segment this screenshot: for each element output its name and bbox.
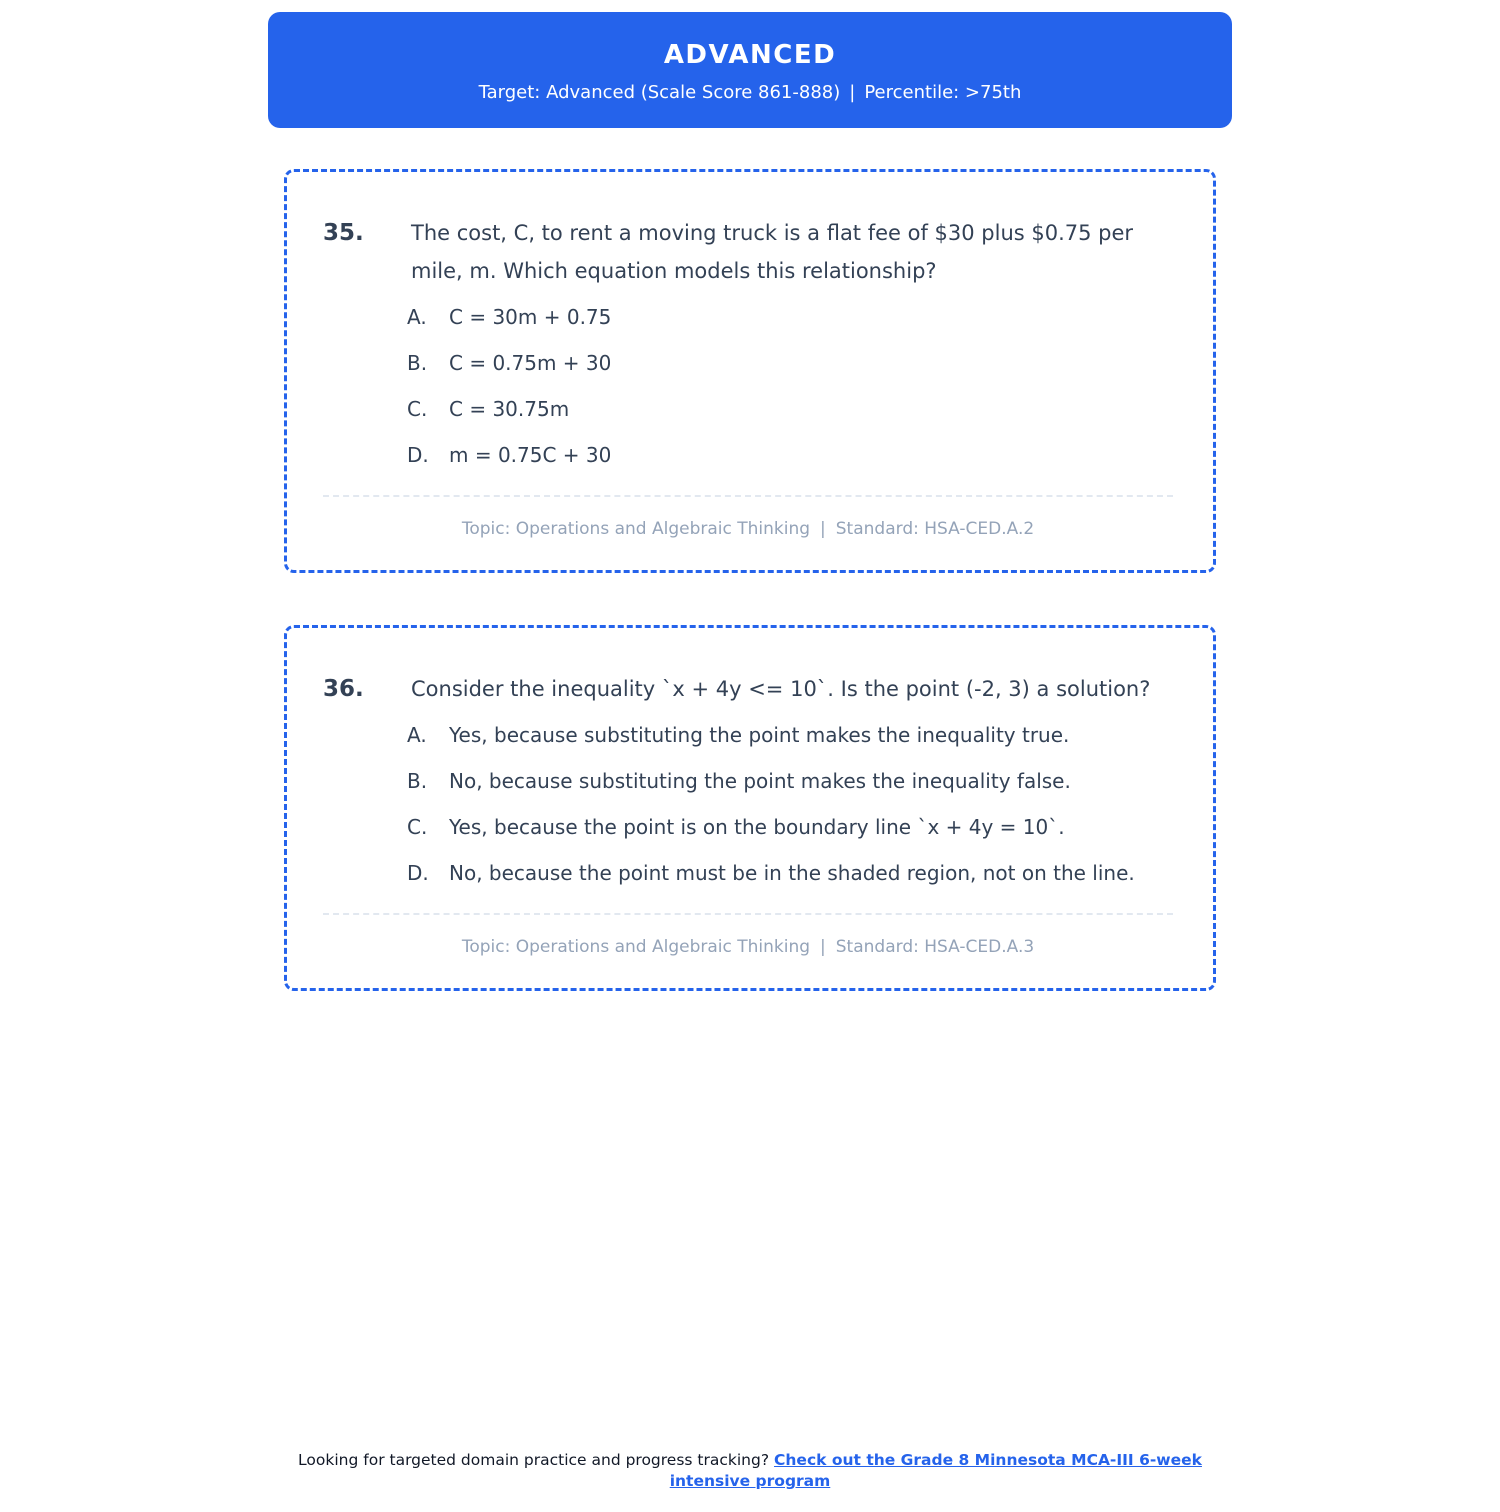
option-d xyxy=(407,436,1173,474)
option-d xyxy=(407,854,1173,892)
meta-separator: | xyxy=(820,937,826,957)
option-c xyxy=(407,808,1173,846)
option-a xyxy=(407,716,1173,754)
question-card-36 xyxy=(284,625,1216,991)
option-c xyxy=(407,390,1173,428)
worksheet-page xyxy=(0,12,1500,1490)
question-meta xyxy=(323,935,1173,959)
option-text: C = 30.75m xyxy=(449,397,570,421)
option-b xyxy=(407,344,1173,382)
options-list xyxy=(407,716,1173,892)
footer xyxy=(295,1450,1205,1492)
question-text: The cost, C, to rent a moving truck is a flat fee of $30 plus $0.75 per mile, m. Which equation models this relationship? xyxy=(411,221,1134,283)
question-number: 35. xyxy=(323,220,364,246)
topic-text: Topic: Operations and Algebraic Thinking xyxy=(461,937,811,957)
option-text: m = 0.75C + 30 xyxy=(449,443,612,467)
option-text: C = 0.75m + 30 xyxy=(449,351,612,375)
footer-text: Looking for targeted domain practice and progress tracking? xyxy=(298,1451,770,1469)
option-letter: A. xyxy=(407,305,427,329)
option-letter: C. xyxy=(407,815,428,839)
question-meta xyxy=(323,517,1173,541)
percentile-text: Percentile: >75th xyxy=(864,82,1022,103)
divider xyxy=(323,913,1173,915)
option-letter: D. xyxy=(407,861,429,885)
subtitle-separator: | xyxy=(849,82,856,103)
option-letter: B. xyxy=(407,351,428,375)
target-score-text: Target: Advanced (Scale Score 861-888) xyxy=(478,82,841,103)
option-a xyxy=(407,298,1173,336)
question-number: 36. xyxy=(323,676,364,702)
standard-text: Standard: HSA-CED.A.3 xyxy=(835,937,1035,957)
option-letter: C. xyxy=(407,397,428,421)
question-header xyxy=(323,670,1173,708)
divider xyxy=(323,495,1173,497)
option-letter: B. xyxy=(407,769,428,793)
options-list xyxy=(407,298,1173,474)
level-subtitle xyxy=(288,81,1212,105)
option-text: Yes, because the point is on the boundary line `x + 4y = 10`. xyxy=(449,815,1065,839)
option-text: No, because the point must be in the shaded region, not on the line. xyxy=(449,861,1135,885)
topic-text: Topic: Operations and Algebraic Thinking xyxy=(461,519,811,539)
option-text: C = 30m + 0.75 xyxy=(449,305,612,329)
meta-separator: | xyxy=(820,519,826,539)
question-card-35 xyxy=(284,169,1216,573)
option-letter: D. xyxy=(407,443,429,467)
level-title: ADVANCED xyxy=(663,40,837,70)
option-letter: A. xyxy=(407,723,427,747)
standard-text: Standard: HSA-CED.A.2 xyxy=(835,519,1035,539)
option-b xyxy=(407,762,1173,800)
option-text: No, because substituting the point makes the inequality false. xyxy=(449,769,1071,793)
question-text: Consider the inequality `x + 4y <= 10`. Is the point (-2, 3) a solution? xyxy=(411,677,1151,701)
level-banner xyxy=(268,12,1232,128)
option-text: Yes, because substituting the point makes the inequality true. xyxy=(449,723,1070,747)
question-header xyxy=(323,214,1173,290)
program-link[interactable]: Check out the Grade 8 Minnesota MCA-III 6-week intensive program xyxy=(669,1451,1202,1490)
